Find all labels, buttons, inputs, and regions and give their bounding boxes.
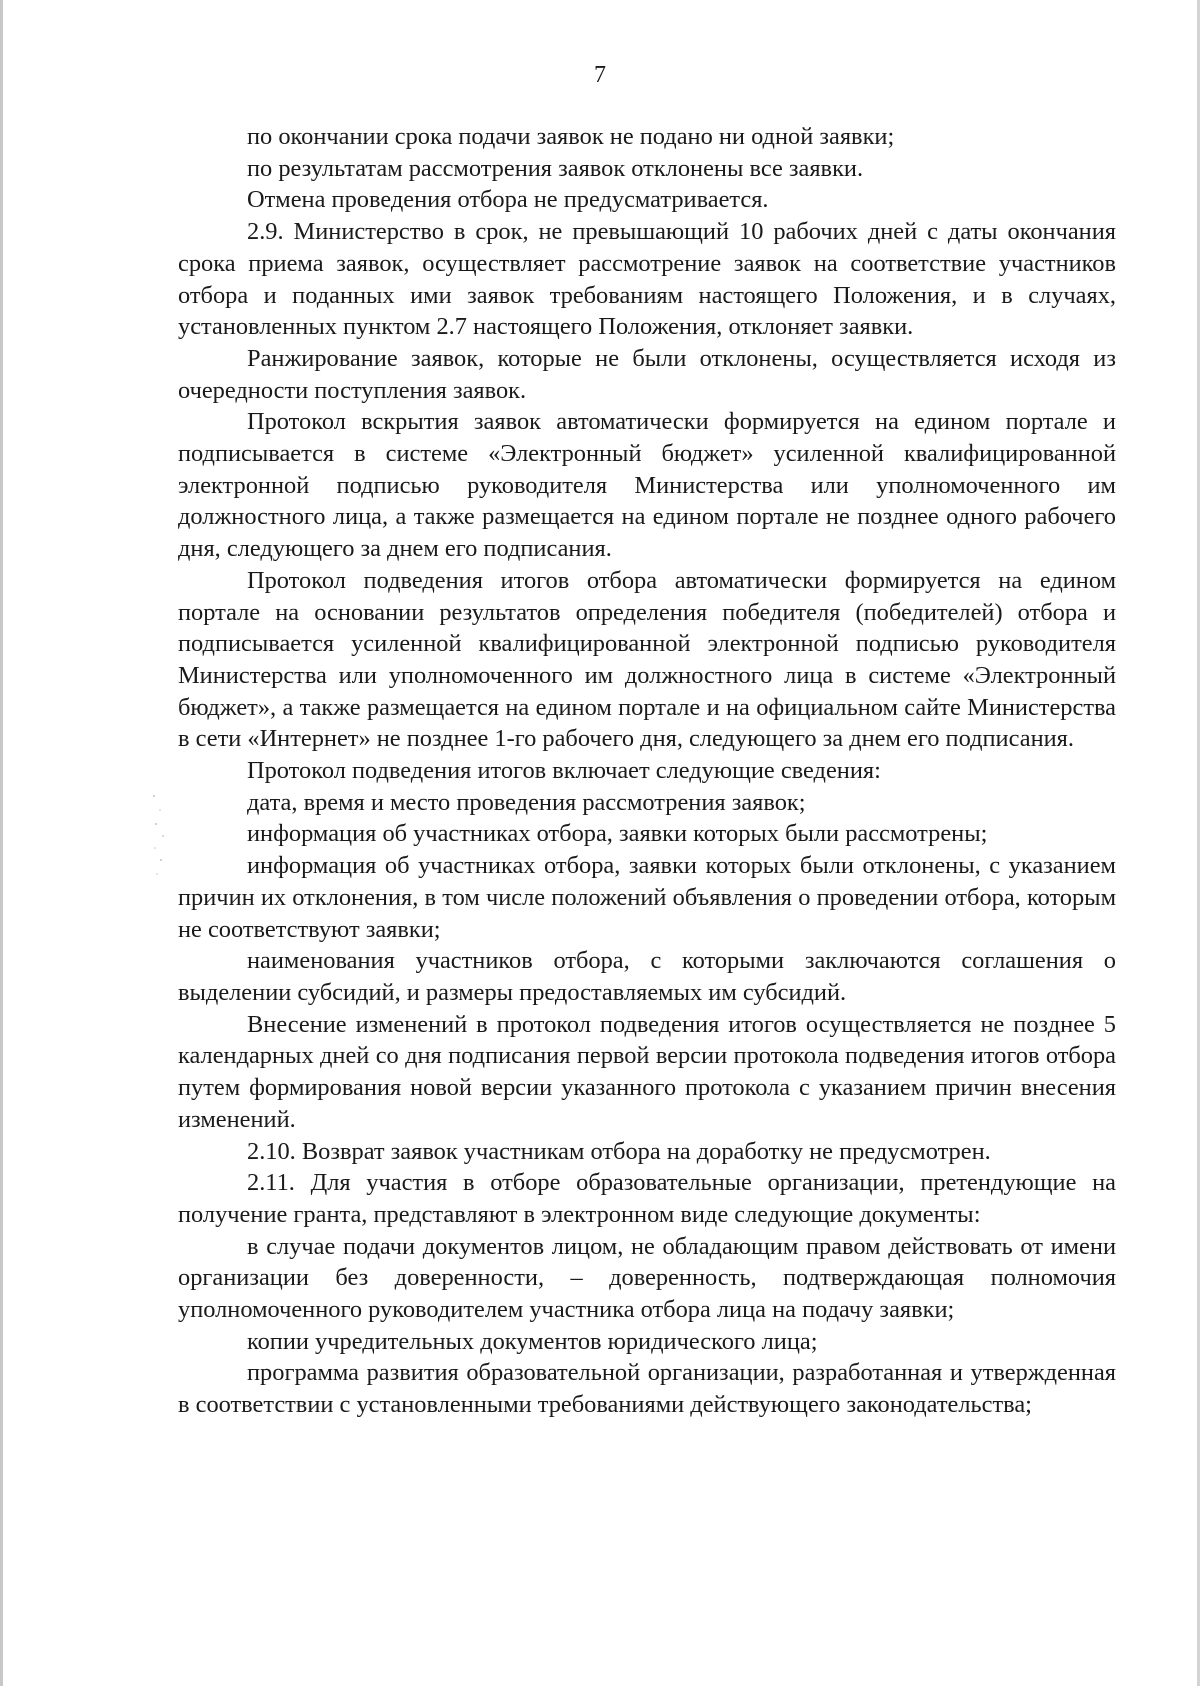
page-number: 7 xyxy=(594,62,606,88)
paragraph: в случае подачи документов лицом, не обладающим правом действовать от имени организации без доверенности, – доверенность, подтверждающая полномочия уполномоченного руководителем участника отбора лица на подачу заявки; xyxy=(178,1232,1116,1324)
paragraph: по окончании срока подачи заявок не подано ни одной заявки; xyxy=(247,123,895,150)
paragraph: по результатам рассмотрения заявок отклонены все заявки. xyxy=(247,154,864,182)
paragraph: информация об участниках отбора, заявки которых были отклонены, с указанием причин их отклонения, в том числе положений объявления о проведении отбора, которым не соответствуют заявки; xyxy=(178,852,1116,943)
paragraph: 2.10. Возврат заявок участникам отбора на доработку не предусмотрен. xyxy=(247,1137,991,1165)
paragraph: наименования участников отбора, с которыми заключаются соглашения о выделении субсидий, и размеры предоставляемых им субсидий. xyxy=(178,947,1116,1006)
paragraph: Протокол вскрытия заявок автоматически формируется на едином портале и подписывается в системе «Электронный бюджет» усиленной квалифицированной электронной подписью руководителя Министерства или уполномоченного им должностного лица, а также размещается на едином портале не позднее одного рабочего дня, следующего за днем его подписания. xyxy=(178,408,1116,563)
paragraph: Отмена проведения отбора не предусматривается. xyxy=(247,186,769,214)
scan-edge-left xyxy=(0,0,3,1686)
paragraph: копии учредительных документов юридического лица; xyxy=(247,1327,818,1355)
paragraph: 2.11. Для участия в отборе образовательные организации, претендующие на получение гранта, представляют в электронном виде следующие документы: xyxy=(178,1169,1116,1228)
paragraph: Протокол подведения итогов включает следующие сведения: xyxy=(247,757,881,785)
document-body xyxy=(178,121,1116,1421)
paragraph: дата, время и место проведения рассмотрения заявок; xyxy=(247,788,806,816)
paragraph: Внесение изменений в протокол подведения итогов осуществляется не позднее 5 календарных дней со дня подписания первой версии протокола подведения итогов отбора путем формирования новой версии указанного протокола с указанием причин внесения изменений. xyxy=(178,1010,1116,1133)
paragraph: Ранжирование заявок, которые не были отклонены, осуществляется исходя из очередности поступления заявок. xyxy=(178,344,1116,404)
paragraph: информация об участниках отбора, заявки которых были рассмотрены; xyxy=(247,820,988,848)
paragraph: 2.9. Министерство в срок, не превышающий 10 рабочих дней с даты окончания срока приема заявок, осуществляет рассмотрение заявок на соответствие участников отбора и поданных ими заявок требованиям настоящего Положения, и в случаях, установленных пунктом 2.7 настоящего Положения, отклоняет заявки. xyxy=(178,218,1116,341)
scan-noise-decoration xyxy=(150,790,168,890)
paragraph: Протокол подведения итогов отбора автоматически формируется на едином портале на основании результатов определения победителя (победителей) отбора и подписывается усиленной квалифицированной электронной подписью руководителя Министерства или уполномоченного им должностного лица в системе «Электронный бюджет», а также размещается на едином портале и на официальном сайте Министерства в сети «Интернет» не позднее 1-го рабочего дня, следующего за днем его подписания. xyxy=(178,566,1116,753)
paragraph: программа развития образовательной организации, разработанная и утвержденная в соответствии с установленными требованиями действующего законодательства; xyxy=(178,1359,1116,1419)
